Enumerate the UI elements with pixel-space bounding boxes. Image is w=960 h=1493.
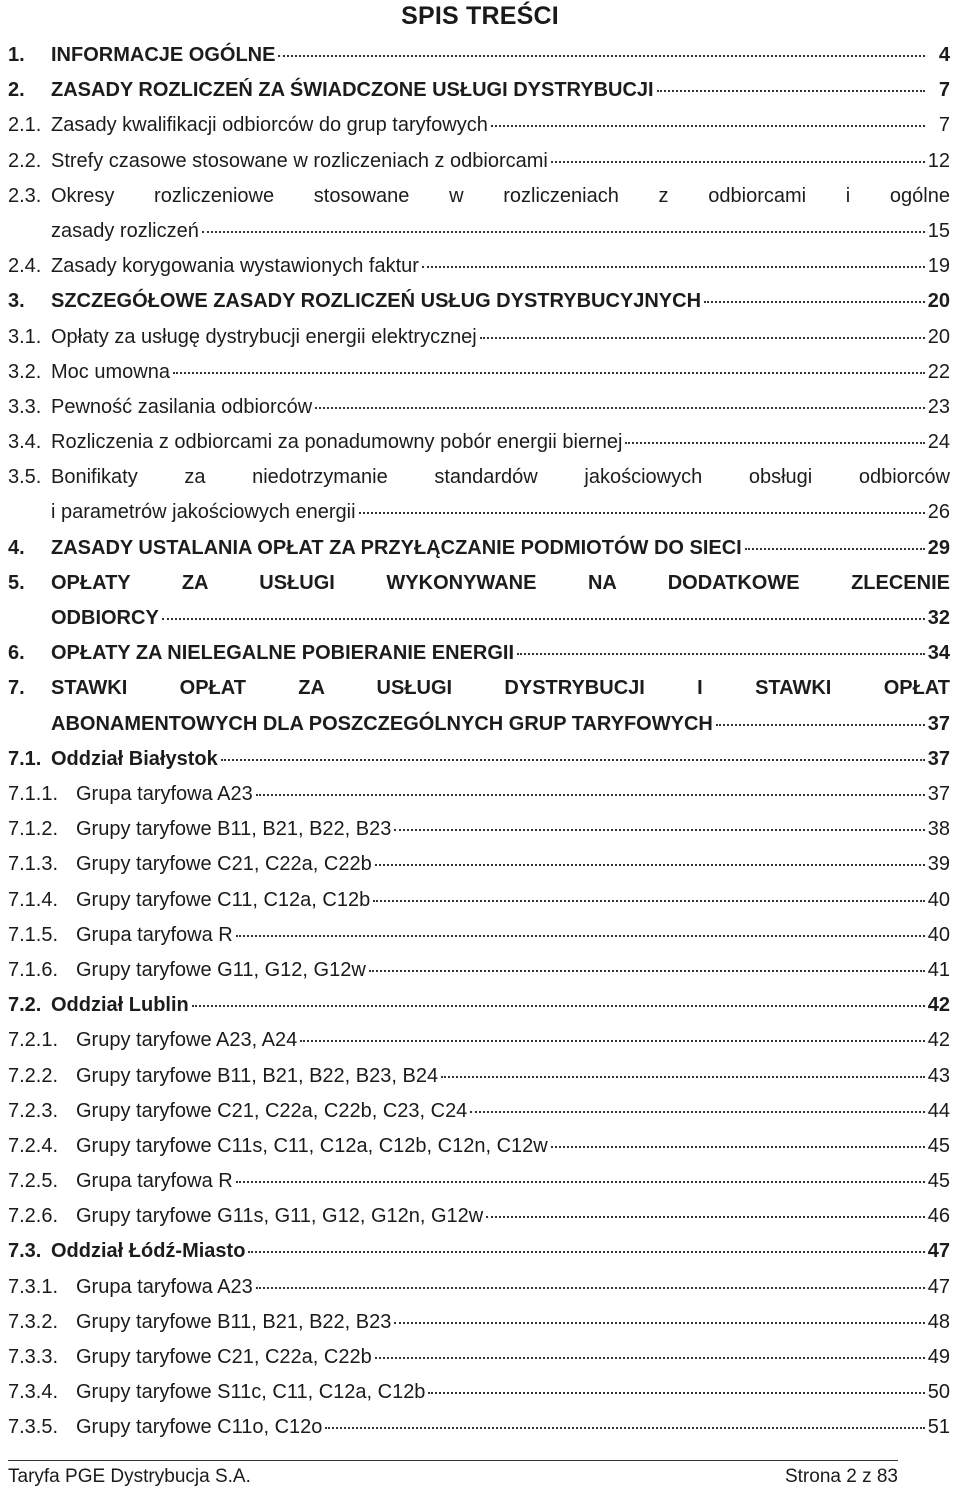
- toc-entry-line: [8, 531, 950, 566]
- toc-entry-line: [8, 284, 950, 319]
- toc-page-number[interactable]: 45: [927, 1134, 950, 1157]
- toc-dot-leader: [486, 1216, 925, 1218]
- toc-entry-line: [8, 1094, 950, 1129]
- page-title: SPIS TREŚCI: [401, 2, 559, 30]
- toc-entry-number: 3.4.: [8, 431, 42, 454]
- toc-dot-leader: [422, 266, 925, 268]
- toc-entry[interactable]: [8, 1234, 950, 1269]
- toc-entry[interactable]: [8, 566, 950, 636]
- toc-page-number[interactable]: 40: [927, 923, 950, 946]
- toc-dot-leader: [202, 231, 925, 233]
- toc-entry-title: Grupy taryfowe B11, B21, B22, B23: [76, 818, 392, 841]
- toc-entry-number: 7.1.6.: [8, 958, 59, 981]
- toc-entry-line: [8, 918, 950, 953]
- toc-page-number[interactable]: 47: [927, 1240, 950, 1263]
- toc-entry-line: [8, 1129, 950, 1164]
- toc-page-number[interactable]: 47: [927, 1275, 950, 1298]
- toc-entry[interactable]: [8, 1094, 950, 1129]
- toc-page-number[interactable]: 44: [927, 1099, 950, 1122]
- toc-entry-number: 7.2.4.: [8, 1134, 59, 1157]
- toc-page-number[interactable]: 40: [927, 888, 950, 911]
- toc-dot-leader: [162, 618, 925, 620]
- toc-entry-number: 7.2.6.: [8, 1205, 59, 1228]
- toc-entry-line: [8, 566, 950, 601]
- toc-entry-number: 7.2.5.: [8, 1170, 59, 1193]
- toc-dot-leader: [625, 442, 924, 444]
- toc-entry-title: Grupa taryfowa R: [76, 1170, 233, 1193]
- toc-entry-title-continued: ODBIORCY: [51, 607, 159, 630]
- toc-entry-line: [8, 953, 950, 988]
- toc-page-number[interactable]: 42: [927, 994, 950, 1017]
- toc-entry[interactable]: [8, 671, 950, 741]
- toc-entry-title: Bonifikaty za niedotrzymanie standardów jakościowych obsługi odbiorców: [51, 466, 950, 489]
- toc-entry-number: 7.2.2.: [8, 1064, 59, 1087]
- toc-entry-number: 3.5.: [8, 466, 42, 489]
- toc-entry-title: Grupy taryfowe C21, C22a, C22b, C23, C24: [76, 1099, 468, 1122]
- toc-page-number[interactable]: 37: [927, 712, 950, 735]
- toc-entry-number: 7.3.2.: [8, 1310, 59, 1333]
- toc-entry-line: [8, 73, 950, 108]
- toc-entry-title: Grupy taryfowe A23, A24: [76, 1029, 298, 1052]
- toc-dot-leader: [491, 125, 925, 127]
- toc-dot-leader: [192, 1005, 925, 1007]
- toc-entry-number: 7.2.: [8, 994, 42, 1017]
- toc-page-number[interactable]: 7: [938, 114, 950, 137]
- toc-entry-line: [8, 1234, 950, 1269]
- toc-page-number[interactable]: 45: [927, 1170, 950, 1193]
- toc-entry-line: [8, 671, 950, 706]
- toc-entry-title: Opłaty za usługę dystrybucji energii elektrycznej: [51, 325, 477, 348]
- toc-entry-title: INFORMACJE OGÓLNE: [51, 44, 276, 66]
- toc-entry-line: [8, 1199, 950, 1234]
- toc-entry-line: [8, 1375, 950, 1410]
- toc-entry-title: Pewność zasilania odbiorców: [51, 395, 313, 418]
- toc-entry[interactable]: [8, 284, 950, 319]
- toc-entry[interactable]: [8, 636, 950, 671]
- toc-entry-number: 3.3.: [8, 395, 42, 418]
- toc-entry-number: 3.1.: [8, 325, 42, 348]
- toc-entry-line: [8, 601, 950, 636]
- toc-page-number[interactable]: 37: [927, 783, 950, 805]
- toc-entry-title: ZASADY ROZLICZEŃ ZA ŚWIADCZONE USŁUGI DYSTRYBUCJI: [51, 79, 654, 102]
- toc-dot-leader: [300, 1040, 925, 1042]
- toc-entry-line: [8, 883, 950, 918]
- toc-entry-line: [8, 425, 950, 460]
- toc-entry-line: [8, 742, 950, 777]
- toc-entry[interactable]: [8, 777, 950, 812]
- toc-entry[interactable]: [8, 38, 950, 73]
- toc-entry-title: Rozliczenia z odbiorcami za ponadumowny pobór energii biernej: [51, 431, 623, 454]
- toc-entry-number: 2.3.: [8, 184, 42, 207]
- toc-entry-title: Grupy taryfowe B11, B21, B22, B23, B24: [76, 1064, 439, 1087]
- toc-dot-leader: [315, 407, 925, 409]
- toc-entry-number: 7.3.4.: [8, 1381, 59, 1404]
- toc-entry[interactable]: [8, 1129, 950, 1164]
- toc-dot-leader: [256, 794, 925, 796]
- toc-entry-number: 7.1.5.: [8, 923, 59, 946]
- toc-entry-title: Grupy taryfowe C21, C22a, C22b: [76, 1346, 372, 1368]
- toc-entry-number: 7.3.3.: [8, 1346, 59, 1368]
- toc-entry-line: [8, 1023, 950, 1058]
- toc-dot-leader: [373, 900, 925, 902]
- toc-entry-title-continued: ABONAMENTOWYCH DLA POSZCZEGÓLNYCH GRUP TARYFOWYCH: [51, 712, 713, 735]
- toc-entry-line: [8, 988, 950, 1023]
- toc-entry-line: [8, 390, 950, 425]
- toc-entry[interactable]: [8, 390, 950, 425]
- toc-page-number[interactable]: 20: [927, 325, 950, 348]
- toc-entry-line: [8, 214, 950, 249]
- toc-entry[interactable]: [8, 144, 950, 179]
- toc-dot-leader: [236, 935, 925, 937]
- toc-page-number[interactable]: 42: [927, 1029, 950, 1052]
- toc-entry[interactable]: [8, 812, 950, 847]
- toc-page-number[interactable]: 24: [927, 431, 950, 454]
- toc-entry-line: [8, 355, 950, 390]
- toc-entry-line: [8, 777, 950, 812]
- toc-page-number[interactable]: 41: [927, 958, 950, 981]
- toc-page-number[interactable]: 19: [927, 255, 950, 278]
- toc-entry-line: [8, 1059, 950, 1094]
- toc-entry-line: [8, 460, 950, 495]
- toc-entry-number: 7.3.5.: [8, 1416, 59, 1439]
- toc-entry-title: OPŁATY ZA USŁUGI WYKONYWANE NA DODATKOWE ZLECENIE: [51, 571, 950, 594]
- toc-entry-number: 2.2.: [8, 149, 42, 172]
- toc-entry[interactable]: [8, 249, 950, 284]
- toc-entry[interactable]: [8, 988, 950, 1023]
- toc-page-number[interactable]: 12: [927, 149, 950, 172]
- toc-dot-leader: [441, 1076, 925, 1078]
- toc-dot-leader: [394, 829, 924, 831]
- toc-entry-number: 7.1.: [8, 747, 42, 770]
- footer-document-name: Taryfa PGE Dystrybucja S.A.: [8, 1466, 251, 1487]
- table-of-contents: [8, 38, 950, 1446]
- toc-entry-title: SZCZEGÓŁOWE ZASADY ROZLICZEŃ USŁUG DYSTRYBUCYJNYCH: [51, 290, 702, 313]
- toc-entry-number: 2.4.: [8, 255, 42, 278]
- toc-entry[interactable]: [8, 1340, 950, 1375]
- toc-entry[interactable]: [8, 1270, 950, 1305]
- toc-dot-leader: [236, 1181, 925, 1183]
- toc-entry[interactable]: [8, 531, 950, 566]
- toc-entry-line: [8, 636, 950, 671]
- toc-entry-line: [8, 1410, 950, 1445]
- toc-entry-number: 7.1.1.: [8, 783, 59, 805]
- toc-entry-line: [8, 249, 950, 284]
- toc-page-number[interactable]: 38: [927, 818, 950, 841]
- toc-entry-title: Grupy taryfowe G11, G12, G12w: [76, 958, 366, 981]
- toc-dot-leader: [394, 1322, 924, 1324]
- toc-entry-title: ZASADY USTALANIA OPŁAT ZA PRZYŁĄCZANIE PODMIOTÓW DO SIECI: [51, 536, 742, 559]
- toc-entry-title-continued: zasady rozliczeń: [51, 219, 199, 242]
- toc-page-number[interactable]: 26: [927, 501, 950, 524]
- toc-entry-title: Grupa taryfowa A23: [76, 783, 253, 805]
- toc-entry-title: Grupa taryfowa A23: [76, 1275, 253, 1298]
- toc-entry-title: Grupy taryfowe C11, C12a, C12b: [76, 888, 371, 911]
- toc-dot-leader: [256, 1287, 925, 1289]
- toc-entry-number: 7.2.1.: [8, 1029, 59, 1052]
- toc-entry-line: [8, 1164, 950, 1199]
- toc-entry[interactable]: [8, 1375, 950, 1410]
- toc-page-number[interactable]: 20: [927, 290, 950, 313]
- toc-entry-line: [8, 812, 950, 847]
- toc-entry-title: Oddział Łódź-Miasto: [51, 1240, 246, 1263]
- toc-entry[interactable]: [8, 1023, 950, 1058]
- toc-entry-number: 7.1.4.: [8, 888, 59, 911]
- toc-entry-title: Grupa taryfowa R: [76, 923, 233, 946]
- toc-dot-leader: [369, 970, 925, 972]
- toc-dot-leader: [359, 512, 925, 514]
- toc-dot-leader: [657, 90, 925, 92]
- toc-entry-title: Grupy taryfowe S11c, C11, C12a, C12b: [76, 1381, 426, 1404]
- toc-dot-leader: [551, 161, 925, 163]
- toc-entry-line: [8, 495, 950, 530]
- toc-page-number[interactable]: 7: [938, 79, 950, 102]
- footer-page-number: Strona 2 z 83: [784, 1466, 898, 1487]
- toc-entry-number: 3.2.: [8, 360, 42, 383]
- toc-entry[interactable]: [8, 918, 950, 953]
- toc-entry[interactable]: [8, 320, 950, 355]
- toc-entry[interactable]: [8, 953, 950, 988]
- toc-entry-number: 6.: [8, 642, 25, 665]
- toc-entry-title-continued: i parametrów jakościowych energii: [51, 501, 356, 524]
- toc-page-number[interactable]: 29: [927, 536, 950, 559]
- toc-page-number[interactable]: 34: [927, 642, 950, 665]
- toc-dot-leader: [716, 724, 925, 726]
- toc-entry-title: OPŁATY ZA NIELEGALNE POBIERANIE ENERGII: [51, 642, 515, 665]
- toc-page-number[interactable]: 23: [927, 395, 950, 418]
- toc-entry-number: 7.1.2.: [8, 818, 59, 841]
- toc-entry[interactable]: [8, 1164, 950, 1199]
- toc-page-number[interactable]: 15: [927, 219, 950, 242]
- toc-entry-title: Oddział Lublin: [51, 994, 189, 1017]
- toc-entry-title: Okresy rozliczeniowe stosowane w rozliczeniach z odbiorcami i ogólne: [51, 184, 950, 207]
- toc-entry[interactable]: [8, 1410, 950, 1445]
- toc-entry-number: 3.: [8, 290, 25, 313]
- toc-entry[interactable]: [8, 847, 950, 882]
- toc-entry-line: [8, 847, 950, 882]
- toc-entry-title: Grupy taryfowe C21, C22a, C22b: [76, 853, 372, 876]
- toc-entry-number: 7.: [8, 677, 25, 700]
- toc-dot-leader: [480, 337, 925, 339]
- toc-page-number[interactable]: 43: [927, 1064, 950, 1087]
- toc-entry-line: [8, 38, 950, 73]
- toc-entry-number: 7.3.1.: [8, 1275, 59, 1298]
- toc-page-number[interactable]: 46: [927, 1205, 950, 1228]
- toc-page-number[interactable]: 51: [927, 1416, 950, 1439]
- toc-entry-number: 7.1.3.: [8, 853, 59, 876]
- toc-entry-title: Zasady kwalifikacji odbiorców do grup taryfowych: [51, 114, 488, 137]
- toc-dot-leader: [517, 653, 925, 655]
- page-footer: [8, 1460, 898, 1491]
- toc-entry[interactable]: [8, 355, 950, 390]
- toc-entry-number: 7.2.3.: [8, 1099, 59, 1122]
- toc-entry-line: [8, 1305, 950, 1340]
- toc-entry-line: [8, 1270, 950, 1305]
- toc-entry-number: 2.1.: [8, 114, 42, 137]
- toc-entry-title: Zasady korygowania wystawionych faktur: [51, 255, 419, 278]
- toc-entry-number: 1.: [8, 44, 25, 66]
- toc-dot-leader: [470, 1111, 924, 1113]
- toc-dot-leader: [428, 1392, 924, 1394]
- toc-entry-line: [8, 108, 950, 143]
- toc-entry-title: Moc umowna: [51, 360, 170, 383]
- toc-entry[interactable]: [8, 108, 950, 143]
- toc-entry-title: Strefy czasowe stosowane w rozliczeniach z odbiorcami: [51, 149, 548, 172]
- toc-page-number[interactable]: 39: [927, 853, 950, 876]
- toc-dot-leader: [375, 864, 925, 866]
- toc-entry-title: Grupy taryfowe G11s, G11, G12, G12n, G12w: [76, 1205, 484, 1228]
- toc-dot-leader: [325, 1427, 924, 1429]
- toc-entry[interactable]: [8, 460, 950, 530]
- toc-dot-leader: [375, 1357, 925, 1359]
- toc-entry[interactable]: [8, 73, 950, 108]
- toc-entry-line: [8, 1340, 950, 1375]
- toc-page-number[interactable]: 22: [927, 360, 950, 383]
- toc-entry[interactable]: [8, 1305, 950, 1340]
- toc-entry[interactable]: [8, 1059, 950, 1094]
- toc-entry[interactable]: [8, 425, 950, 460]
- toc-entry-title: Oddział Białystok: [51, 747, 218, 770]
- toc-entry-line: [8, 144, 950, 179]
- toc-entry-number: 7.3.: [8, 1240, 42, 1263]
- toc-dot-leader: [551, 1146, 925, 1148]
- toc-dot-leader: [221, 759, 925, 761]
- toc-page-number[interactable]: 32: [927, 607, 950, 630]
- toc-entry-title: Grupy taryfowe C11o, C12o: [76, 1416, 323, 1439]
- toc-entry[interactable]: [8, 883, 950, 918]
- toc-entry-number: 4.: [8, 536, 25, 559]
- toc-page-number[interactable]: 37: [927, 747, 950, 770]
- toc-entry[interactable]: [8, 1199, 950, 1234]
- toc-entry-line: [8, 179, 950, 214]
- toc-entry-title: Grupy taryfowe B11, B21, B22, B23: [76, 1310, 392, 1333]
- toc-entry-line: [8, 320, 950, 355]
- toc-dot-leader: [248, 1251, 924, 1253]
- toc-dot-leader: [173, 372, 925, 374]
- toc-page-number[interactable]: 48: [927, 1310, 950, 1333]
- toc-page-number[interactable]: 4: [938, 44, 950, 66]
- toc-entry-number: 5.: [8, 571, 25, 594]
- toc-dot-leader: [704, 301, 925, 303]
- toc-dot-leader: [278, 55, 925, 57]
- toc-entry-line: [8, 707, 950, 742]
- toc-page-number[interactable]: 49: [927, 1346, 950, 1368]
- toc-entry-number: 2.: [8, 79, 25, 102]
- toc-dot-leader: [745, 548, 925, 550]
- toc-entry[interactable]: [8, 742, 950, 777]
- toc-entry[interactable]: [8, 179, 950, 249]
- toc-page-number[interactable]: 50: [927, 1381, 950, 1404]
- toc-entry-title: Grupy taryfowe C11s, C11, C12a, C12b, C12n, C12w: [76, 1134, 548, 1157]
- toc-entry-title: STAWKI OPŁAT ZA USŁUGI DYSTRYBUCJI I STAWKI OPŁAT: [51, 677, 950, 700]
